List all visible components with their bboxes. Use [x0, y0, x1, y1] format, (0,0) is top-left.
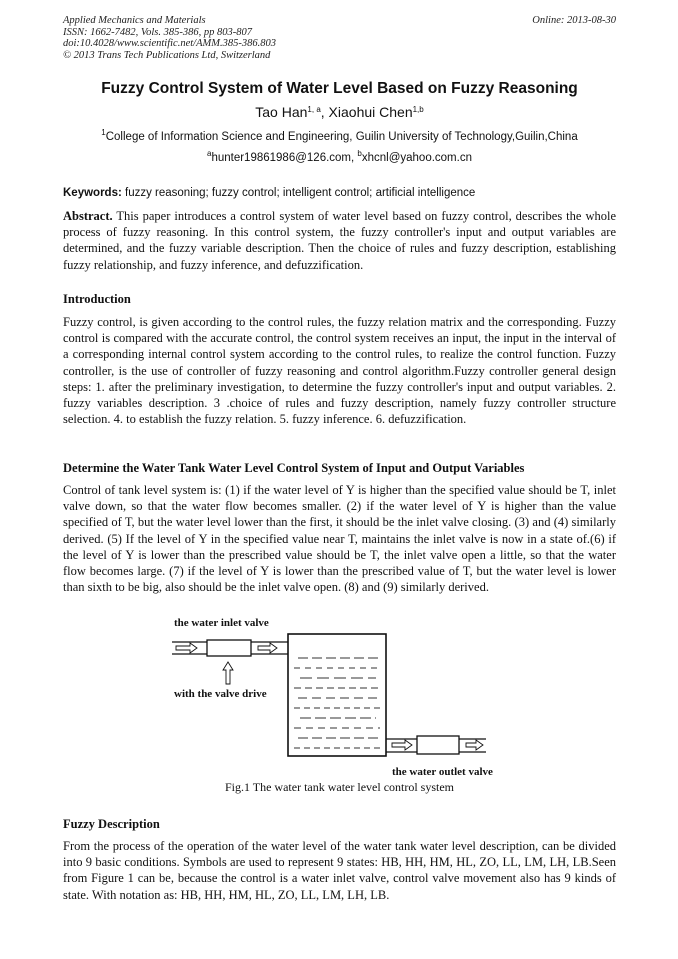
outlet-arrow-1 [392, 740, 412, 750]
determine-text: Control of tank level system is: (1) if the water level of Y is higher than the specified value should be T, inlet valve down, so that the water flow becomes smaller. (2) if the water level of Y is higher than the value specified of T, but the water level lower than the first, it should be the inlet valve closing. (3) and (4) similarly derived. (5) If the level of Y in the specified value near T, maintains the inlet valve is now in a state of.(6) if the level of Y is lower than the prescribed value should be T, the inlet valve open a little, so that the water flow becomes large. (7) if the level of Y is lower than the prescribed value of T, but the water level is lower than sixth to be big, also should be the inlet valve open. (8) and (9) similarly derived. [63, 483, 616, 595]
water-tank-diagram [170, 612, 510, 782]
figure-caption: Fig.1 The water tank water level control system [224, 780, 455, 794]
abstract [63, 208, 616, 273]
email-b: xhcnl@yahoo.com.cn [361, 152, 472, 164]
inlet-valve-label: the water inlet valve [174, 617, 269, 629]
outlet-valve-label: the water outlet valve [392, 766, 493, 778]
journal-copyright: © 2013 Trans Tech Publications Ltd, Switzerland [63, 49, 271, 61]
valve-drive-arrow [223, 662, 233, 684]
affiliation [63, 128, 616, 143]
author-2-sup: 1,b [412, 105, 424, 114]
affiliation-sup: 1 [101, 128, 106, 137]
intro-text: Fuzzy control, is given according to the control rules, the fuzzy relation matrix and the corresponding. Fuzzy control is compared with the accurate control, the control system receives an input, the input in the interval of a corresponding internal control system according to the control rules, to realize the control function. Fuzzy controller, is the use of controller of fuzzy reasoning and control algorithm.Fuzzy controller general design steps: 1. after the preliminary investigation, to determine the fuzzy controller's input and output variables. 2. fuzzy variables description. 3 .choice of rules and fuzzy description, namely fuzzy controller structure selection. 4. to establish the fuzzy relation. 5. fuzzy inference. 6. defuzzification. [63, 315, 616, 427]
fuzzy-text: From the process of the operation of the water level of the water tank water level description, can be divided into 9 basic conditions. Symbols are used to represent 9 states: HB, HH, HM, HL, ZO, LL, LM, LH, LB.Seen from Figure 1 can be, because the control is a water inlet valve, control valve movement also has 9 kinds of state. With notation as: HB, HH, HM, HL, ZO, LL, LM, LH, LB. [63, 839, 616, 902]
keywords [63, 187, 616, 199]
paper-title: Fuzzy Control System of Water Level Based on Fuzzy Reasoning [101, 80, 578, 97]
inlet-arrow-1 [176, 643, 197, 653]
email-a: hunter19861986@126.com [211, 152, 352, 164]
inlet-arrow-2 [258, 643, 277, 653]
authors [63, 104, 616, 120]
valve-drive-label: with the valve drive [174, 688, 267, 700]
online-date: Online: 2013-08-30 [532, 15, 616, 26]
outlet-arrow-2 [466, 740, 483, 750]
author-separator: , [320, 104, 329, 120]
journal-name: Applied Mechanics and Materials [63, 15, 206, 26]
email-b-sup: b [357, 149, 362, 158]
author-1-sup: 1, a [307, 105, 321, 114]
inlet-valve [207, 640, 251, 656]
fuzzy-heading: Fuzzy Description [63, 817, 160, 831]
journal-info [63, 15, 616, 61]
outlet-valve [417, 736, 459, 754]
journal-doi: doi:10.4028/www.scientific.net/AMM.385-386.803 [63, 38, 276, 49]
keywords-label: Keywords: [63, 187, 122, 199]
author-1: Tao Han [255, 104, 308, 120]
keywords-text: fuzzy reasoning; fuzzy control; intelligent control; artificial intelligence [125, 187, 476, 199]
email-separator: , [351, 152, 358, 164]
author-2: Xiaohui Chen [328, 104, 413, 120]
abstract-text: This paper introduces a control system of water level based on fuzzy control, describes the whole process of fuzzy reasoning. In this control system, the fuzzy controller's input and output variables are determined, and the fuzzy variable description. Then the choice of rules and fuzzy description, establishing fuzzy relationship, and fuzzy inference, and defuzzification. [63, 209, 616, 272]
determine-heading: Determine the Water Tank Water Level Control System of Input and Output Variables [63, 461, 525, 475]
intro-heading: Introduction [63, 292, 131, 306]
affiliation-text: College of Information Science and Engineering, Guilin University of Technology,Guilin,China [105, 131, 578, 143]
journal-issn: ISSN: 1662-7482, Vols. 385-386, pp 803-807 [63, 26, 252, 38]
abstract-label: Abstract. [63, 209, 113, 223]
emails [63, 149, 616, 164]
email-a-sup: a [207, 149, 212, 158]
